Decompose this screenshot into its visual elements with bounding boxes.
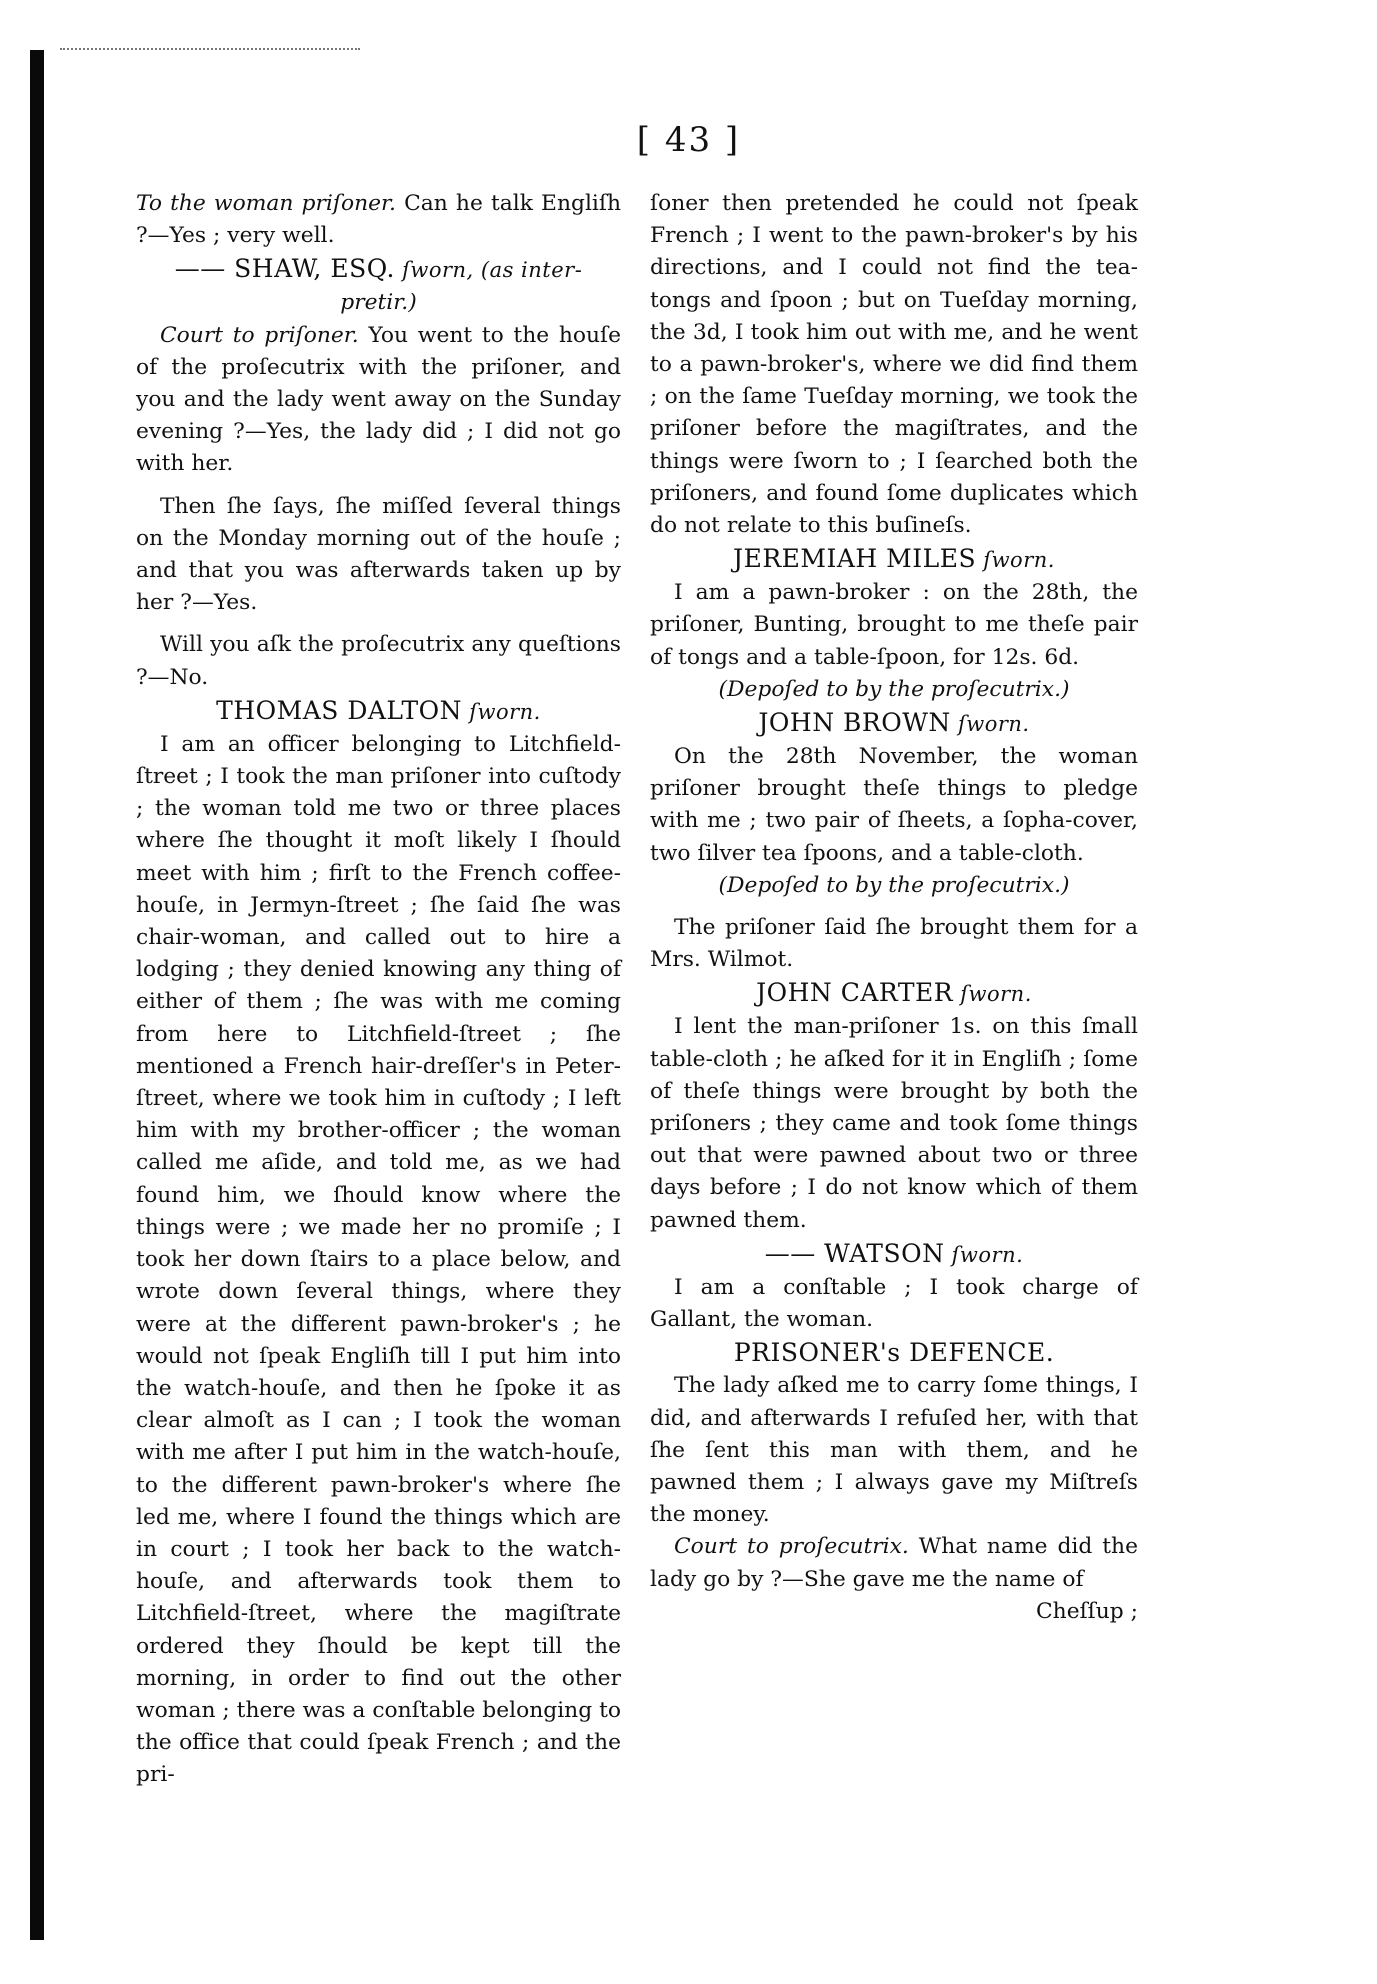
paragraph: Will you aſk the proſecutrix any queſtions ?—No.	[136, 632, 621, 690]
paragraph-text: You went to the houſe of the proſecutrix with the priſoner, and you and the lady went away on the Sunday evening ?—Yes, the lady did ; I did not go with her.	[136, 322, 621, 477]
witness-name: JOHN CARTER	[756, 978, 954, 1008]
deposed-note: (Depoſed to by the proſecutrix.)	[718, 676, 1070, 702]
scan-specks	[60, 48, 360, 56]
witness-heading	[136, 694, 621, 729]
witness-heading	[650, 706, 1138, 741]
sworn-note: ſworn.	[462, 699, 541, 724]
defence-text: The lady aſked me to carry ſome things, I did, and afterwards I refuſed her, with that ſhe ſent this man with them, and he pawned them ; I always gave my Miſtreſs the money.	[650, 1373, 1138, 1528]
defence-heading: PRISONER's DEFENCE.	[733, 1338, 1055, 1368]
witness-name: —— WATSON	[764, 1238, 945, 1268]
sworn-note: ſworn.	[976, 548, 1055, 573]
page-binding-edge	[30, 50, 44, 1940]
paragraph	[136, 188, 621, 252]
paragraph-text: Can he talk Engliſh ?—Yes ; very well.	[136, 191, 622, 249]
testimony: I am a pawn-broker : on the 28th, the priſoner, Bunting, brought to me theſe pair of tongs and a table-ſpoon, for 12s. 6d.	[650, 580, 1138, 670]
paragraph	[136, 320, 621, 481]
sworn-note: ſworn.	[953, 982, 1032, 1007]
sworn-note: ſworn.	[950, 712, 1030, 737]
sworn-note: ſworn.	[944, 1242, 1024, 1267]
speaker-label: Court to proſecutrix.	[674, 1534, 909, 1560]
witness-heading	[650, 1237, 1138, 1272]
witness-heading	[650, 976, 1138, 1011]
testimony: I am an officer belonging to Litchfield-ſtreet ; I took the man priſoner into cuſtody ; the woman told me two or three places where ſhe thought it moſt likely I ſhould meet with him ; firſt to the French coffee-houſe, in Jermyn-ſtreet ; ſhe ſaid ſhe was chair-woman, and called out to hire a lodging ; they denied knowing any thing of either of them ; ſhe was with me coming from here to Litchfield-ſtreet ; ſhe mentioned a French hair-dreſſer's in Peter-ſtreet, where we took him in cuſtody ; I left him with my brother-officer ; the woman called me aſide, and told me, as we had found him, we ſhould know where the things were ; we made her no promiſe ; I took her down ſtairs to a place below, and wrote down ſeveral things, where they were at the different pawn-broker's ; he would not ſpeak Engliſh till I put him into the watch-houſe, and then he ſpoke it as clear almoſt as I can ; I took the woman with me after I put him in the watch-houſe, to the different pawn-broker's where ſhe led me, where I found the things which are in court ; I took her back to the watch-houſe, and afterwards took them to Litchfield-ſtreet, where the magiſtrate ordered they ſhould be kept till the morning, in order to find out the other woman ; there was a conſtable belonging to the office that could ſpeak French ; and the pri-	[136, 731, 621, 1788]
witness-name: JEREMIAH MILES	[733, 544, 977, 574]
testimony: I am a conſtable ; I took charge of Gallant, the woman.	[650, 1274, 1138, 1333]
interpreter-note: pretir.)	[340, 290, 417, 316]
paragraph: The priſoner ſaid ſhe brought them for a Mrs. Wilmot.	[650, 915, 1138, 973]
witness-name: THOMAS DALTON	[216, 695, 463, 725]
speaker-label: Court to priſoner.	[160, 322, 359, 348]
witness-heading	[136, 252, 621, 287]
right-column	[650, 188, 1138, 1628]
paragraph: Then ſhe ſays, ſhe miſſed ſeveral things on the Monday morning out of the houſe ; and that you was afterwards taken up by her ?—Yes.	[136, 493, 621, 616]
paragraph-text: What name did the lady go by ?—She gave me the name of	[650, 1534, 1138, 1592]
testimony: I lent the man-priſoner 1s. on this ſmall table-cloth ; he aſked for it in Engliſh ; ſome of theſe things were brought by both the priſoners ; they came and took ſome things out that were pawned about two or three days before ; I do not know which of them pawned them.	[650, 1014, 1138, 1233]
witness-heading	[650, 542, 1138, 577]
paragraph	[650, 1531, 1138, 1595]
sworn-note: ſworn, (as inter-	[394, 258, 583, 283]
speaker-label: To the woman priſoner.	[136, 191, 396, 216]
witness-name: —— SHAW, ESQ.	[174, 254, 395, 284]
testimony-continued: ſoner then pretended he could not ſpeak French ; I went to the pawn-broker's by his directions, and I could not find the tea-tongs and ſpoon ; but on Tueſday morning, the 3d, I took him out with me, and he went to a pawn-broker's, where we did find them ; on the ſame Tueſday morning, we took the priſoner before the magiſtrates, and the things were ſworn to ; I ſearched both the priſoners, and found ſome duplicates which do not relate to this buſineſs.	[650, 191, 1138, 539]
left-column	[136, 188, 621, 1792]
page-number: [ 43 ]	[636, 120, 741, 160]
catchword: Cheſſup ;	[1035, 1598, 1138, 1624]
deposed-note: (Depoſed to by the proſecutrix.)	[718, 872, 1070, 898]
witness-name: JOHN BROWN	[758, 708, 951, 738]
testimony: On the 28th November, the woman priſoner brought theſe things to pledge with me ; two pair of ſheets, a ſopha-cover, two ſilver tea ſpoons, and a table-cloth.	[650, 744, 1138, 866]
